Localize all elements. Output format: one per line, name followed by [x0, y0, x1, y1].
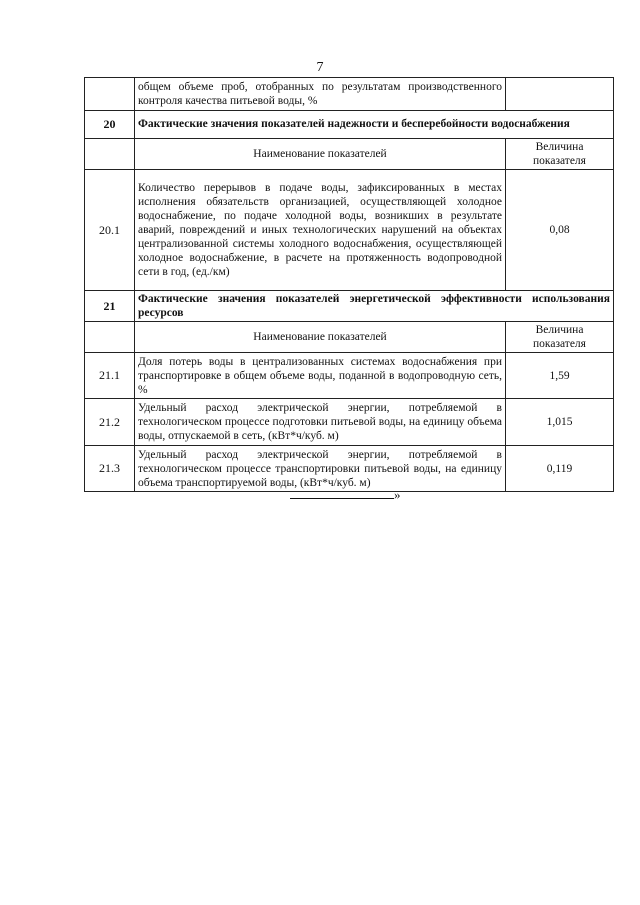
- indicator-description: Удельный расход электрической энергии, потребляемой в технологическом процессе транспортировки питьевой воды, на единицу объема транспортируемой воды, (кВт*ч/куб. м): [135, 446, 506, 492]
- closing-quote: »: [394, 487, 401, 502]
- indicator-value: [506, 78, 614, 111]
- table-row: [85, 170, 614, 291]
- row-number: 21.1: [85, 353, 135, 399]
- table-row: [85, 353, 614, 399]
- row-number: 21.2: [85, 399, 135, 446]
- indicator-value: 0,119: [506, 446, 614, 492]
- table-row: [85, 399, 614, 446]
- indicator-value: 0,08: [506, 170, 614, 291]
- column-header-value: Величина показателя: [506, 322, 614, 353]
- closing-line: [290, 487, 400, 503]
- row-number: 20.1: [85, 170, 135, 291]
- row-number-cell: [85, 322, 135, 353]
- section-title: Фактические значения показателей энергетической эффективности использования ресурсов: [135, 291, 614, 322]
- row-number: 21.3: [85, 446, 135, 492]
- indicator-description: Удельный расход электрической энергии, потребляемой в технологическом процессе подготовки питьевой воды, на единицу объема воды, отпускаемой в сеть, (кВт*ч/куб. м): [135, 399, 506, 446]
- indicator-description: Доля потерь воды в централизованных системах водоснабжения при транспортировке в общем объеме воды, поданной в водопроводную сеть, %: [135, 353, 506, 399]
- section-number: 20: [85, 111, 135, 139]
- indicator-value: 1,59: [506, 353, 614, 399]
- section-row: [85, 111, 614, 139]
- section-row: [85, 291, 614, 322]
- header-row: [85, 139, 614, 170]
- column-header-name: Наименование показателей: [135, 322, 506, 353]
- table-row: [85, 78, 614, 111]
- row-number-cell: [85, 139, 135, 170]
- column-header-value: Величина показателя: [506, 139, 614, 170]
- indicator-value: 1,015: [506, 399, 614, 446]
- indicator-description: Количество перерывов в подаче воды, зафиксированных в местах исполнения обязательств организацией, осуществляющей холодное водоснабжение, по подаче холодной воды, возникших в результате аварий, повреждений и иных технологических нарушений на объектах централизованной системы холодного водоснабжения, осуществляющей холодное водоснабжение, в расчете на протяженность водопроводной сети в год, (ед./км): [135, 170, 506, 291]
- indicators-table: [84, 77, 614, 492]
- section-title: Фактические значения показателей надежности и бесперебойности водоснабжения: [135, 111, 614, 139]
- row-number-cell: [85, 78, 135, 111]
- section-number: 21: [85, 291, 135, 322]
- column-header-name: Наименование показателей: [135, 139, 506, 170]
- page-number: 7: [316, 60, 324, 75]
- table-row: [85, 446, 614, 492]
- indicator-description: общем объеме проб, отобранных по результатам производственного контроля качества питьевой воды, %: [135, 78, 506, 111]
- header-row: [85, 322, 614, 353]
- signature-underline: [290, 488, 394, 499]
